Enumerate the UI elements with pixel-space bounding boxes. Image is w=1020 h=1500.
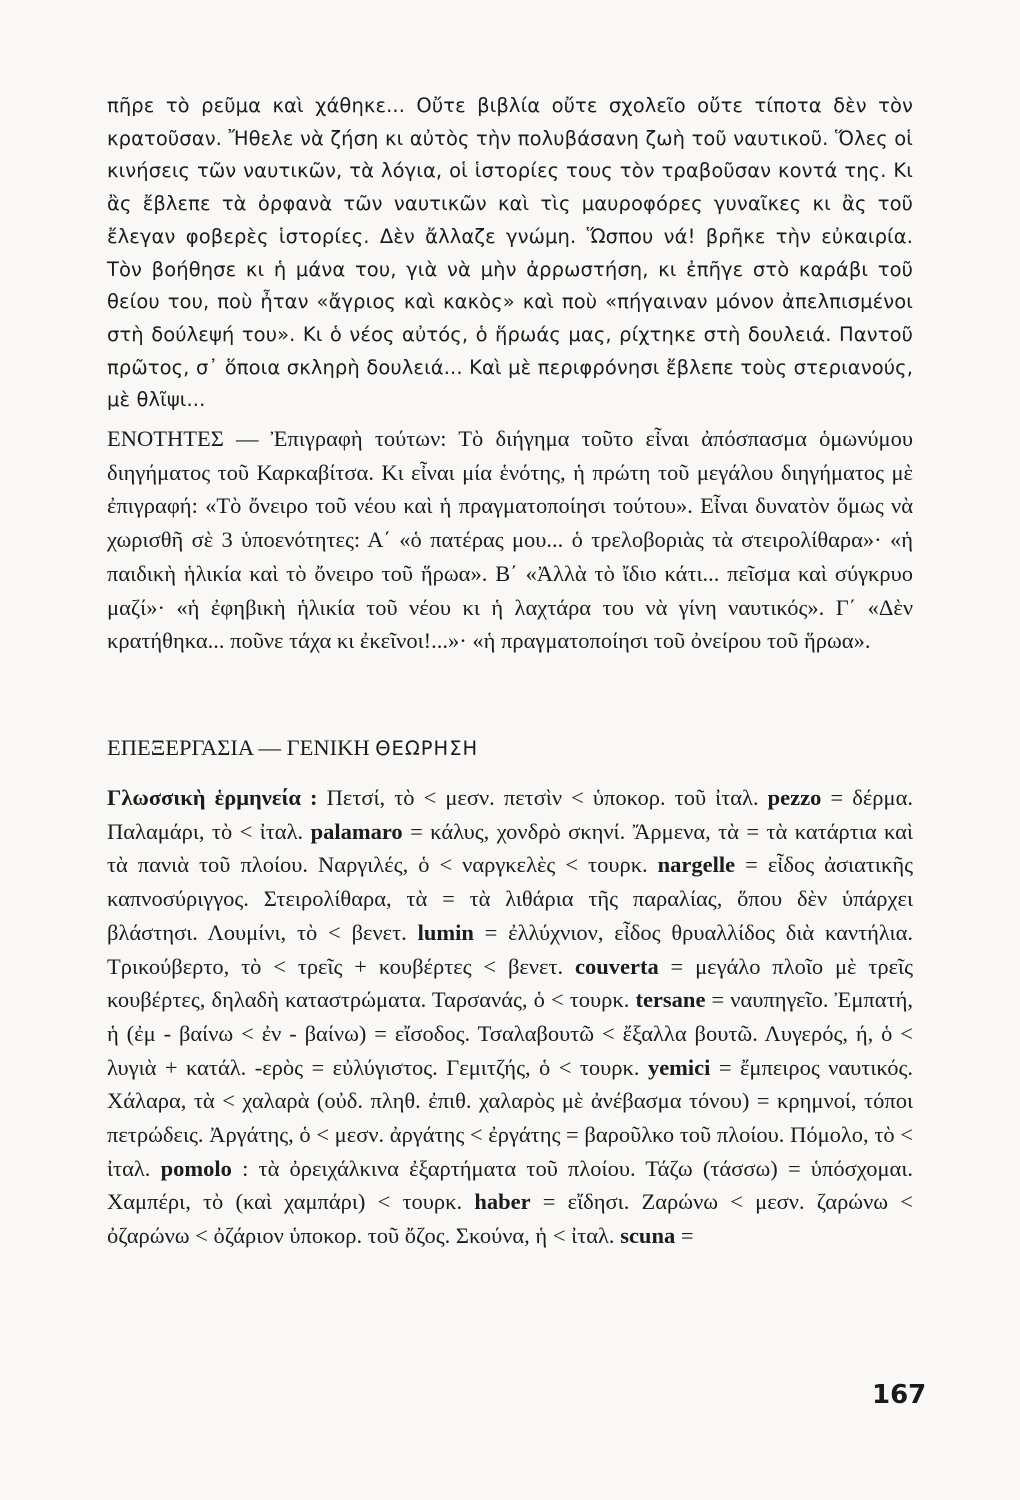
glossary-text: = ἐλλύχνιον, εἶδος θρυαλλίδος διὰ καντήλια. Τρικούβερτο, τὸ < τρεῖς + κουβέρτες < βενετ.: [107, 919, 913, 979]
glossary-text: Πετσί, τὸ < μεσν. πετσὶν < ὑποκορ. τοῦ ἰταλ.: [317, 785, 768, 810]
glossary-body: [107, 785, 913, 1248]
page-number: 167: [872, 1380, 927, 1410]
heading-left: ΕΠΕΞΕΡΓΑΣΙΑ — ΓΕΝΙΚΗ: [107, 735, 370, 760]
glossary-term: scuna: [620, 1223, 676, 1249]
glossary-paragraph: [107, 781, 913, 1253]
units-paragraph: ΕΝΟΤΗΤΕΣ — Ἐπιγραφὴ τούτων: Τὸ διήγημα τοῦτο εἶναι ἀπόσπασμα ὁμωνύμου διηγήματος τοῦ Καρκαβίτσα. Κι εἶναι μία ἑνότης, ἡ πρώτη τοῦ μεγάλου διηγήματος μὲ ἐπιγραφή: «Τὸ ὄνειρο τοῦ νέου καὶ ἡ πραγματοποίησι τούτου». Εἶναι δυνατὸν ὅμως νὰ χωρισθῆ σὲ 3 ὑποενότητες: Α΄ «ὁ πατέρας μου... ὁ τρελοβοριὰς τὰ στειρολίθαρα»· «ἡ παιδικὴ ἡλικία καὶ τὸ ὄνειρο τοῦ ἥρωα». Β΄ «Ἀλλὰ τὸ ἴδιο κάτι... πεῖσμα καὶ σύγκρυο μαζί»· «ἡ ἐφηβικὴ ἡλικία τοῦ νέου κι ἡ λαχτάρα του νὰ γίνη ναυτικός». Γ΄ «Δὲν κρατήθηκα... ποῦνε τάχα κι ἐκεῖνοι!...»· «ἡ πραγματοποίησι τοῦ ὀνείρου τοῦ ἥρωα».: [107, 426, 913, 654]
glossary-term: yemici: [647, 1054, 711, 1080]
narrative-paragraph: πῆρε τὸ ρεῦμα καὶ χάθηκε... Οὔτε βιβλία οὔτε σχολεῖο οὔτε τίποτα δὲν τὸν κρατοῦσαν. Ἤθελε νὰ ζήση κι αὐτὸς τὴν πολυβάσανη ζωὴ τοῦ ναυτικοῦ. Ὅλες οἱ κινήσεις τῶν ναυτικῶν, τὰ λόγια, οἱ ἱστορίες τους τὸν τραβοῦσαν κοντά της. Κι ἂς ἔβλεπε τὰ ὀρφανὰ τῶν ναυτικῶν καὶ τὶς μαυροφόρες γυναῖκες κι ἂς τοῦ ἔλεγαν φοβερὲς ἱστορίες. Δὲν ἄλλαζε γνώμη. Ὥσπου νά! βρῆκε τὴν εὐκαιρία. Τὸν βοήθησε κι ἡ μάνα του, γιὰ νὰ μὴν ἀρρωστήση, κι ἐπῆγε στὸ καράβι τοῦ θείου του, ποὺ ἦταν «ἄγριος καὶ κακὸς» καὶ ποὺ «πήγαιναν μόνον ἀπελπισμένοι στὴ δούλεψή του». Κι ὁ νέος αὐτός, ὁ ἥρωάς μας, ρίχτηκε στὴ δουλειά. Παντοῦ πρῶτος, σ᾽ ὅποια σκληρὴ δουλειά... Καὶ μὲ περιφρόνησι ἔβλεπε τοὺς στεριανούς, μὲ θλῖψι...: [107, 94, 913, 412]
glossary-term: haber: [474, 1189, 531, 1215]
heading-right: ΘΕΩΡΗΣΗ: [375, 737, 479, 760]
glossary-term: nargelle: [657, 852, 736, 878]
glossary-text: = εἴδησι. Ζαρώνω < μεσν. ζαρώνω < ὀζαρώνω < ὀζάριον ὑποκορ. τοῦ ὄζος. Σκούνα, ἡ < ἰταλ.: [107, 1189, 913, 1249]
glossary-term: pezzo: [767, 785, 822, 810]
section-heading: [107, 731, 478, 766]
glossary-term: palamaro: [310, 818, 403, 844]
glossary-text: = κάλυς, χονδρὸ σκηνί. Ἄρμενα, τὰ = τὰ κατάρτια καὶ τὰ πανιὰ τοῦ πλοίου. Ναργιλές, ὁ < ναργκελὲς < τουρκ.: [107, 818, 913, 878]
glossary-intro: Γλωσσικὴ ἑρμηνεία :: [107, 785, 318, 810]
glossary-text: = ἔμπειρος ναυτικός. Χάλαρα, τὰ < χαλαρὰ (οὐδ. πληθ. ἐπιθ. χαλαρὸς μὲ ἀνέβασμα τόνου) = κρημνοί, τόποι πετρώδεις. Ἀργάτης, ὁ < μεσν. ἀργάτης < ἐργάτης = βαροῦλκο τοῦ πλοίου. Πόμολο, τὸ < ἰταλ.: [107, 1054, 914, 1181]
glossary-text: = ναυπηγεῖο. Ἐμπατή, ἡ (ἐμ - βαίνω < ἐν - βαίνω) = εἴσοδος. Τσαλαβουτῶ < ἔξαλλα βουτῶ. Λυγερός, ή, ὁ < λυγιὰ + κατάλ. -ερὸς = εὐλύγιστος. Γεμιτζής, ὁ < τουρκ.: [107, 987, 914, 1080]
glossary-text: = εἶδος ἀσιατικῆς καπνοσύριγγος. Στειρολίθαρα, τὰ = τὰ λιθάρια τῆς παραλίας, ὅπου δὲν ὑπάρχει βλάστησι. Λουμίνι, τὸ < βενετ.: [107, 852, 913, 945]
glossary-term: lumin: [417, 919, 474, 945]
glossary-term: couverta: [574, 953, 659, 979]
glossary-text: = δέρμα. Παλαμάρι, τὸ < ἰταλ.: [107, 785, 913, 844]
glossary-text: : τὰ ὀρειχάλκινα ἐξαρτήματα τοῦ πλοίου. Τάζω (τάσσω) = ὑπόσχομαι. Χαμπέρι, τὸ (καὶ χαμπάρι) < τουρκ.: [107, 1155, 913, 1215]
glossary-term: tersane: [635, 987, 706, 1013]
glossary-text: = μεγάλο πλοῖο μὲ τρεῖς κουβέρτες, δηλαδὴ καταστρώματα. Ταρσανάς, ὁ < τουρκ.: [107, 953, 913, 1013]
glossary-term: pomolo: [160, 1155, 232, 1181]
glossary-text: =: [675, 1223, 694, 1249]
